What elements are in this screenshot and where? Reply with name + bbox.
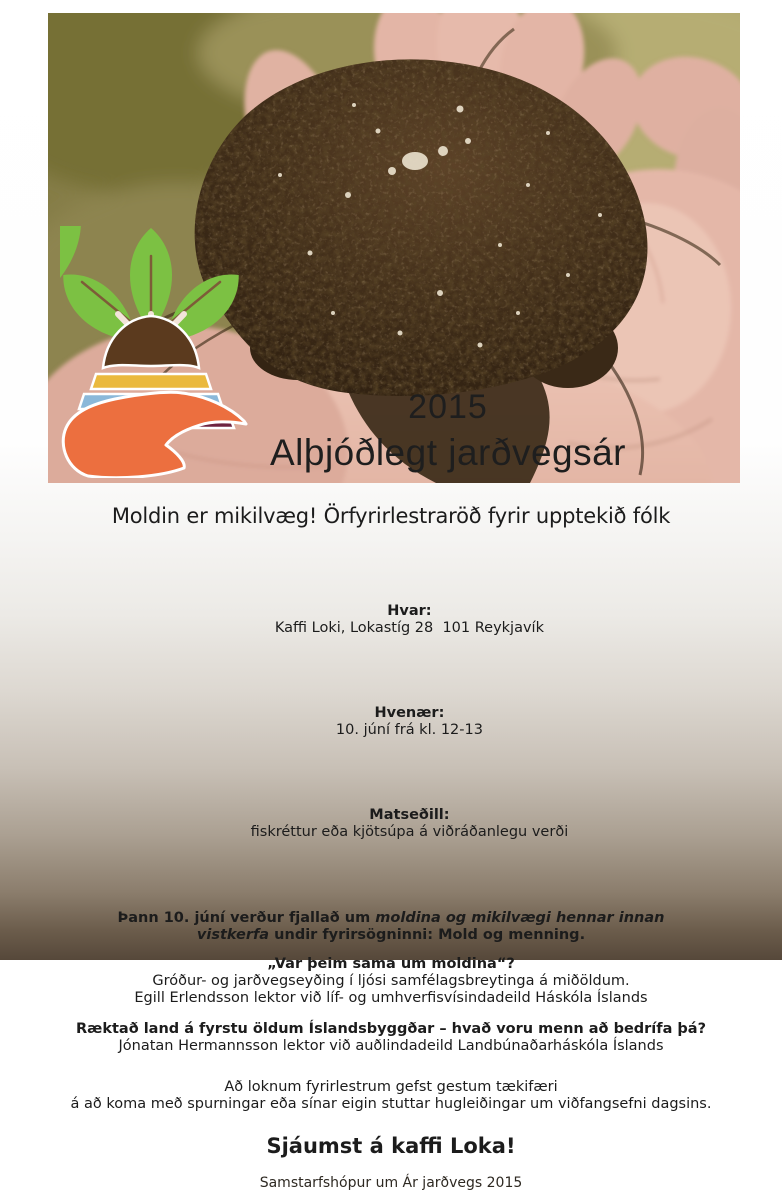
closing-line-1: Að loknum fyrirlestrum gefst gestum tækifæri — [224, 1079, 558, 1095]
talk-2 — [0, 1021, 782, 1055]
organizer-credit: Samstarfshópur um Ár jarðvegs 2015 — [259, 1175, 523, 1191]
poster-headline: Moldin er mikilvæg! Örfyrirlestraröð fyrir upptekið fólk — [111, 504, 671, 528]
detail-label-menu: Matseðill: — [369, 807, 450, 823]
talk-1 — [0, 956, 782, 1007]
closing-note — [0, 1079, 782, 1113]
intro-bold-prefix: Þann 10. júní verður fjallað um — [117, 910, 371, 926]
detail-value-where: Kaffi Loki, Lokastíg 28 101 Reykjavík — [274, 620, 544, 636]
intro-italic-part: moldina og mikilvægi hennar innan vistkerfa — [196, 910, 665, 943]
talk-1-subtitle: Gróður- og jarðvegseyðing í ljósi samfélagsbreytinga á miðöldum. — [152, 973, 630, 989]
talk-1-speaker: Egill Erlendsson lektor við líf- og umhverfisvísindadeild Háskóla Íslands — [134, 990, 648, 1006]
detail-row-when — [0, 688, 782, 756]
talk-1-title: „Var þeim sama um moldina“? — [267, 956, 515, 972]
international-year-title: Alþjóðlegt jarðvegsár — [269, 432, 627, 474]
detail-row-menu — [0, 790, 782, 858]
farewell-line: Sjáumst á kaffi Loka! — [266, 1134, 516, 1158]
intro-paragraph — [91, 910, 691, 944]
talk-2-speaker: Jónatan Hermannsson lektor við auðlindadeild Landbúnaðarháskóla Íslands — [118, 1038, 664, 1054]
detail-value-menu: fiskréttur eða kjötsúpa á viðráðanlegu verði — [250, 824, 569, 840]
hands-holding-soil-photo — [48, 13, 740, 483]
poster-content — [0, 483, 782, 1191]
year-overlay-text: 2015 — [408, 388, 488, 426]
detail-value-when: 10. júní frá kl. 12-13 — [335, 722, 483, 738]
intro-bold-suffix: undir fyrirsögninni: Mold og menning. — [274, 927, 586, 943]
event-details — [0, 552, 782, 892]
detail-label-when: Hvenær: — [374, 705, 445, 721]
closing-line-2: á að koma með spurningar eða sínar eigin stuttar hugleiðingar um viðfangsefni dagsins. — [70, 1096, 712, 1112]
detail-label-where: Hvar: — [387, 603, 432, 619]
talk-2-title: Ræktað land á fyrstu öldum Íslandsbyggðar – hvað voru menn að bedrífa þá? — [75, 1021, 706, 1037]
detail-row-where — [0, 586, 782, 654]
photo-title-block — [158, 385, 738, 477]
